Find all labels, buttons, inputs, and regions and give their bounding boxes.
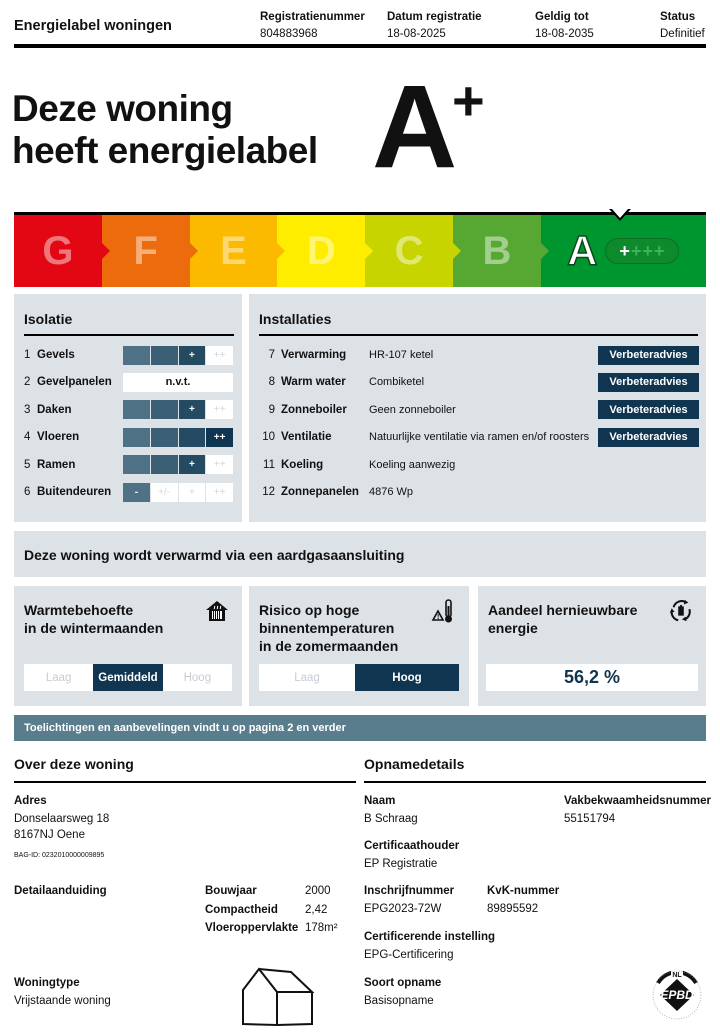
registration-number <box>260 11 365 40</box>
hero-line-1: Deze woning <box>12 88 233 129</box>
energy-class-d <box>277 215 365 287</box>
field-label: Geldig tot <box>535 11 589 23</box>
spec-label: Bouwjaar <box>205 885 257 897</box>
woningtype-value: Vrijstaande woning <box>14 995 111 1007</box>
row-number: 2 <box>24 376 31 389</box>
plus-indicator: + +++ <box>605 238 679 264</box>
rating-cell <box>151 455 178 474</box>
row-value: HR-107 ketel <box>369 349 434 361</box>
installaties-panel <box>249 294 706 522</box>
energy-label-suffix: + <box>452 69 485 132</box>
rating-cell <box>151 400 178 419</box>
spec-value: 2000 <box>305 885 331 897</box>
kvk-label: KvK-nummer <box>487 885 560 897</box>
isolatie-row <box>24 372 236 392</box>
hero-line-2: heeft energielabel <box>12 130 318 171</box>
svg-text:NL: NL <box>672 972 682 979</box>
installaties-title: Installaties <box>259 311 332 327</box>
inschrijfnummer-value: EPG2023-72W <box>364 903 442 915</box>
rating-cell: ++ <box>206 428 233 447</box>
row-number: 5 <box>24 458 31 471</box>
adres-line-1: Donselaarsweg 18 <box>14 813 110 825</box>
isolatie-title: Isolatie <box>24 311 73 327</box>
soort-opname-value: Basisopname <box>364 995 434 1007</box>
field-label: Datum registratie <box>387 11 482 23</box>
hernieuwbaar-title: Aandeel hernieuwbare energie <box>488 602 638 636</box>
adres-line-2: 8167NJ Oene <box>14 829 85 841</box>
document-header <box>14 0 706 48</box>
woning-section-title: Over deze woning <box>14 756 134 772</box>
not-applicable-value: n.v.t. <box>123 373 233 392</box>
row-number: 4 <box>24 431 31 444</box>
svg-text:EPBD: EPBD <box>660 988 694 1002</box>
chevron-right-icon <box>190 243 198 259</box>
hernieuwbaar-card <box>478 586 706 706</box>
rating-cell: ++ <box>206 455 233 474</box>
verbeteradvies-button[interactable]: Verbeteradvies <box>598 373 699 392</box>
row-number: 10 <box>262 431 275 444</box>
row-label: Daken <box>37 403 72 416</box>
row-label: Gevels <box>37 349 75 361</box>
rating-cell <box>123 455 150 474</box>
row-label: Ramen <box>37 458 76 471</box>
row-number: 7 <box>268 349 275 361</box>
energy-class-c <box>365 215 453 287</box>
row-number: 11 <box>263 458 275 471</box>
chevron-right-icon <box>365 243 373 259</box>
field-value: Definitief <box>660 28 705 40</box>
chevron-right-icon <box>277 243 285 259</box>
row-number: 8 <box>268 376 275 389</box>
certificaathouder-label: Certificaathouder <box>364 840 460 852</box>
installatie-row <box>259 372 699 392</box>
field-value: 18-08-2025 <box>387 28 446 40</box>
adres-label: Adres <box>14 795 47 807</box>
risico-card <box>249 586 469 706</box>
energy-label-letter: A <box>372 61 455 193</box>
rating-cell <box>151 428 178 447</box>
spec-value: 2,42 <box>305 904 328 916</box>
option-hoog: Hoog <box>183 671 212 684</box>
pointer-inner <box>612 209 628 218</box>
energy-class-letter: G <box>42 228 74 273</box>
energy-class-letter: F <box>133 228 158 273</box>
woning-divider <box>14 781 356 783</box>
energy-class-f <box>102 215 190 287</box>
row-value: Koeling aanwezig <box>369 458 456 471</box>
status <box>660 11 705 40</box>
detached-house-icon <box>240 966 316 1028</box>
row-label: Ventilatie <box>281 431 332 444</box>
opname-divider <box>364 781 706 783</box>
isolatie-row <box>24 345 236 365</box>
option-laag: Laag <box>294 671 320 684</box>
instelling-value: EPG-Certificering <box>364 949 454 961</box>
warmtebehoefte-scale <box>24 664 232 691</box>
spec-label: Vloeroppervlakte <box>205 922 299 934</box>
inschrijfnummer-label: Inschrijfnummer <box>364 885 455 897</box>
energy-class-letter: E <box>220 228 247 273</box>
row-value: 4876 Wp <box>369 486 414 498</box>
energy-class-letter: B <box>482 228 512 273</box>
row-label: Zonneboiler <box>281 403 347 416</box>
spec-label: Compactheid <box>205 904 278 916</box>
verbeteradvies-button[interactable]: Verbeteradvies <box>598 400 699 419</box>
rating-cell <box>151 346 178 365</box>
option-gemiddeld: Gemiddeld <box>93 664 162 691</box>
row-number: 9 <box>268 403 275 416</box>
risico-scale <box>259 664 459 691</box>
warmtebehoefte-card <box>14 586 242 706</box>
row-number: 3 <box>24 403 31 416</box>
installatie-row <box>259 345 699 365</box>
rating-cell: ++ <box>206 346 233 365</box>
row-label: Gevelpanelen <box>37 376 112 389</box>
installatie-row <box>259 427 699 447</box>
rating-cell <box>123 346 150 365</box>
hero-heading <box>12 88 318 172</box>
insulation-rating-scale <box>123 428 233 447</box>
installatie-row <box>259 400 699 420</box>
registration-date <box>387 11 482 40</box>
instelling-label: Certificerende instelling <box>364 931 496 943</box>
rating-cell: + <box>179 483 206 502</box>
certificaathouder-value: EP Registratie <box>364 858 438 870</box>
rating-cell: +/- <box>151 483 178 502</box>
heating-note: Deze woning wordt verwarmd via een aardgasaansluiting <box>24 547 405 563</box>
installatie-row <box>259 455 699 475</box>
kvk-value: 89895592 <box>487 903 539 915</box>
energy-class-g <box>14 215 102 287</box>
option-hoog: Hoog <box>355 664 459 691</box>
rating-cell <box>179 428 206 447</box>
energy-class-e <box>190 215 278 287</box>
field-value: 804883968 <box>260 28 318 40</box>
rating-cell: ++ <box>206 400 233 419</box>
row-label: Koeling <box>281 458 324 471</box>
spec-value: 178m² <box>305 922 338 934</box>
insulation-rating-scale <box>123 346 233 365</box>
isolatie-row <box>24 427 236 447</box>
isolatie-row <box>24 455 236 475</box>
verbeteradvies-button[interactable]: Verbeteradvies <box>598 346 699 365</box>
row-number: 1 <box>24 349 31 361</box>
row-label: Buitendeuren <box>37 486 112 498</box>
rating-cell: - <box>123 483 150 502</box>
isolatie-row <box>24 482 236 502</box>
row-value: Natuurlijke ventilatie via ramen en/of roosters <box>369 431 590 444</box>
renewable-energy-icon <box>668 598 694 624</box>
energy-class-a <box>541 215 706 287</box>
energy-class-letter: A <box>567 227 598 274</box>
insulation-rating-scale <box>123 483 233 502</box>
row-label: Vloeren <box>37 431 80 444</box>
epbd-logo-icon <box>648 965 706 1023</box>
rating-cell <box>123 400 150 419</box>
valid-until <box>535 11 594 40</box>
row-number: 6 <box>24 486 31 498</box>
vakbekwaamheid-value: 55151794 <box>564 813 616 825</box>
row-label: Warm water <box>281 376 346 389</box>
field-label: Registratienummer <box>260 11 365 23</box>
opname-section-title: Opnamedetails <box>364 756 465 772</box>
bag-id: BAG-ID: 0232010000009895 <box>14 852 105 859</box>
row-value: Combiketel <box>369 376 425 389</box>
verbeteradvies-button[interactable]: Verbeteradvies <box>598 428 699 447</box>
heating-note-panel <box>14 531 706 577</box>
energy-class-b <box>453 215 541 287</box>
explanation-banner: Toelichtingen en aanbevelingen vindt u op pagina 2 en verder <box>14 715 706 741</box>
chevron-right-icon <box>541 243 549 259</box>
row-value: Geen zonneboiler <box>369 403 456 416</box>
warmtebehoefte-title: Warmtebehoefte in de wintermaanden <box>24 602 164 636</box>
energy-class-letter: C <box>394 228 424 273</box>
rating-cell: ++ <box>206 483 233 502</box>
rating-cell: + <box>179 346 206 365</box>
insulation-rating-scale <box>123 400 233 419</box>
rating-cell: + <box>179 455 206 474</box>
row-label: Zonnepanelen <box>281 486 359 498</box>
installatie-row <box>259 482 699 502</box>
house-heating-icon <box>204 598 230 624</box>
thermometer-warning-icon <box>431 598 457 624</box>
chevron-right-icon <box>453 243 461 259</box>
rating-cell <box>123 428 150 447</box>
vakbekwaamheid-label: Vakbekwaamheidsnummer <box>564 795 712 807</box>
renewable-share-value: 56,2 % <box>486 664 698 691</box>
isolatie-row <box>24 400 236 420</box>
row-number: 12 <box>262 486 275 498</box>
chevron-right-icon <box>102 243 110 259</box>
energy-class-scale <box>14 212 706 287</box>
rating-cell: + <box>179 400 206 419</box>
field-value: 18-08-2035 <box>535 28 594 40</box>
woningtype-label: Woningtype <box>14 977 80 989</box>
insulation-rating-scale <box>123 455 233 474</box>
risico-title: Risico op hoge binnentemperaturen in de zomermaanden <box>259 602 399 654</box>
naam-label: Naam <box>364 795 396 807</box>
field-label: Status <box>660 11 696 23</box>
option-laag: Laag <box>45 671 72 684</box>
isolatie-panel <box>14 294 242 522</box>
detail-label: Detailaanduiding <box>14 885 107 897</box>
document-title: Energielabel woningen <box>14 18 172 34</box>
naam-value: B Schraag <box>364 813 418 825</box>
soort-opname-label: Soort opname <box>364 977 442 989</box>
svg-text:!: ! <box>437 614 440 621</box>
energy-class-letter: D <box>306 228 336 273</box>
row-label: Verwarming <box>281 349 347 361</box>
